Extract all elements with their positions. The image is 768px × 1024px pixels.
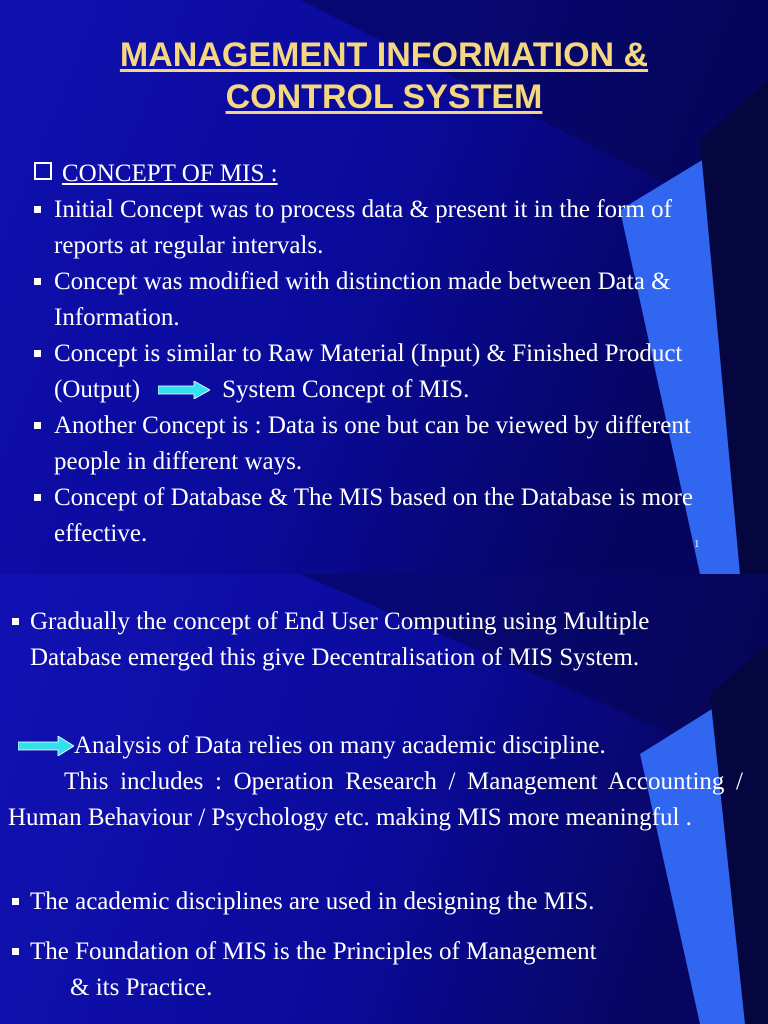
analysis-text: Analysis of Data relies on many academic discipline. xyxy=(74,732,606,759)
square-bullet-icon xyxy=(34,206,41,213)
square-bullet-icon xyxy=(12,618,19,625)
slide-2 xyxy=(0,574,768,1024)
analysis-continuation: This includes : Operation Research / Management Accounting / Human Behaviour / Psychology etc. making MIS more meaningful . xyxy=(8,768,743,831)
list-item xyxy=(34,480,734,552)
title-line-2: CONTROL SYSTEM xyxy=(225,78,543,116)
list-item xyxy=(8,604,743,676)
square-bullet-icon xyxy=(34,278,41,285)
square-bullet-icon xyxy=(12,948,19,955)
bullet-text: Concept is similar to Raw Material (Input) & Finished Product (Output) xyxy=(54,340,683,403)
slide-title xyxy=(0,34,768,118)
bullet-text: Another Concept is : Data is one but can be viewed by different people in different ways. xyxy=(54,412,691,475)
bullet-text: Concept of Database & The MIS based on the Database is more effective. xyxy=(54,484,693,547)
list-item xyxy=(34,192,734,264)
bullet-list xyxy=(34,192,734,552)
title-line-1: MANAGEMENT INFORMATION & xyxy=(119,36,649,74)
bullet-text: System Concept of MIS. xyxy=(222,376,470,403)
bullet-text: The academic disciplines are used in designing the MIS. xyxy=(30,888,595,915)
bullet-text: Initial Concept was to process data & present it in the form of reports at regular intervals. xyxy=(54,196,672,259)
page-number: 1 xyxy=(694,538,700,550)
list-item xyxy=(34,336,734,408)
square-bullet-icon xyxy=(34,494,41,501)
heading-text: CONCEPT OF MIS : xyxy=(62,160,278,187)
square-bullet-icon xyxy=(34,350,41,357)
analysis-paragraph xyxy=(8,728,743,836)
right-arrow-icon xyxy=(158,381,210,399)
list-item xyxy=(8,934,743,1006)
bullet-text: Gradually the concept of End User Computing using Multiple Database emerged this give Decentralisation of MIS System. xyxy=(30,608,650,671)
list-item xyxy=(34,408,734,480)
square-bullet-icon xyxy=(34,422,41,429)
right-arrow-icon xyxy=(18,736,74,756)
section-heading xyxy=(34,156,278,192)
bullet-text: Concept was modified with distinction made between Data & Information. xyxy=(54,268,671,331)
bullet-continuation: & its Practice. xyxy=(70,974,213,1001)
bullet-text: The Foundation of MIS is the Principles of Management xyxy=(30,938,597,965)
checkbox-bullet-icon xyxy=(34,162,52,180)
square-bullet-icon xyxy=(12,898,19,905)
list-item xyxy=(8,884,743,920)
list-item xyxy=(34,264,734,336)
